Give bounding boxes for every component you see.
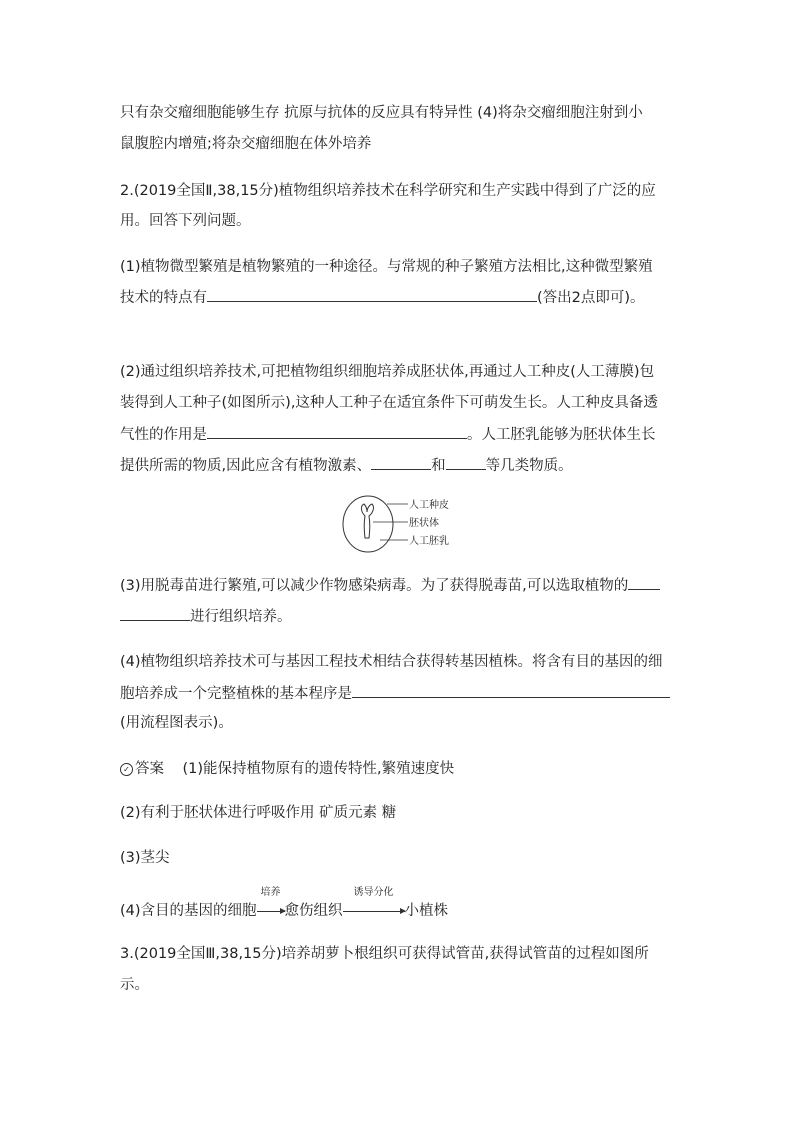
right-arrow-icon [257,911,285,912]
q2-part2-text-a: 气性的作用是 [120,427,207,443]
answer-1: (1)能保持植物原有的遗传特性,繁殖速度快 [182,761,455,777]
label-artificial-endosperm: 人工胚乳 [409,536,449,547]
q2-part2-line1: (2)通过组织培养技术,可把植物组织细胞培养成胚状体,再通过人工种皮(人工薄膜)包 [120,364,655,380]
artificial-seed-diagram [336,492,466,554]
answer-4-end: 小植株 [404,903,449,919]
q2-part3-line2 [120,606,292,627]
q2-part4-line3: (用流程图表示)。 [120,715,233,731]
answer-blank [371,455,431,470]
label-embryoid: 胚状体 [409,518,439,529]
question-2-stem-2: 用。回答下列问题。 [120,213,251,229]
q2-part3-line1 [120,575,660,596]
flow-arrow-differentiation [343,887,405,921]
q2-part2-text-d: 和 [431,458,446,474]
answer-4-start: (4)含目的基因的细胞 [120,903,257,919]
arrow-label-culture: 培养 [260,887,281,898]
check-circle-icon: ✓ [120,763,133,776]
q2-part1-line2 [120,287,645,308]
answer-blank [207,424,467,439]
artificial-seed-svg [336,492,466,554]
question-3-stem-1: 3.(2019全国Ⅲ,38,15分)培养胡萝卜根组织可获得试管苗,获得试管苗的过程如图所 [120,946,649,962]
answer-line-4 [120,887,449,921]
q2-part2-line3 [120,424,656,445]
q2-part3-text-a: (3)用脱毒苗进行繁殖,可以减少作物感染病毒。为了获得脱毒苗,可以选取植物的 [120,578,629,594]
answer-4-callus: 愈伤组织 [284,903,343,919]
q2-part4-line2 [120,683,670,704]
q2-part1-hint: (答出2点即可)。 [537,290,645,306]
q2-part2-text-c: 提供所需的物质,因此应含有植物激素、 [120,458,372,474]
line-prev-answer-1: 只有杂交瘤细胞能够生存 抗原与抗体的反应具有特异性 (4)将杂交瘤细胞注射到小 [120,105,643,121]
answer-line-2: (2)有利于胚状体进行呼吸作用 矿质元素 糖 [120,805,397,821]
q2-part2-line2: 装得到人工种子(如图所示),这种人工种子在适宜条件下可萌发生长。人工种皮具备透 [120,395,658,411]
flow-arrow-culture [257,887,285,921]
right-arrow-icon [343,911,405,912]
q2-part2-text-b: 。人工胚乳能够为胚状体生长 [467,427,656,443]
label-artificial-coat: 人工种皮 [409,500,449,511]
answer-blank [207,287,537,302]
answer-blank [120,606,190,621]
answer-line-1 [120,759,454,779]
question-2-stem-1: 2.(2019全国Ⅱ,38,15分)植物组织培养技术在科学研究和生产实践中得到了广泛的应 [120,183,656,199]
answer-blank [628,575,660,590]
q2-part4-text-a: 胞培养成一个完整植株的基本程序是 [120,686,352,702]
answer-label: 答案 [135,761,164,777]
q2-part1-line1: (1)植物微型繁殖是植物繁殖的一种途径。与常规的种子繁殖方法相比,这种微型繁殖 [120,259,653,275]
q2-part2-line4 [120,455,573,476]
q2-part3-text-b: 进行组织培养。 [190,609,292,625]
arrow-label-differentiation: 诱导分化 [353,887,394,898]
question-3-stem-2: 示。 [120,977,149,993]
q2-part1-text: 技术的特点有 [120,290,207,306]
q2-part4-line1: (4)植物组织培养技术可与基因工程技术相结合获得转基因植株。将含有目的基因的细 [120,654,663,670]
answer-blank [446,455,486,470]
answer-blank [352,683,670,698]
q2-part2-text-e: 等几类物质。 [485,458,573,474]
line-prev-answer-2: 鼠腹腔内增殖;将杂交瘤细胞在体外培养 [120,136,372,152]
answer-line-3: (3)茎尖 [120,850,170,866]
